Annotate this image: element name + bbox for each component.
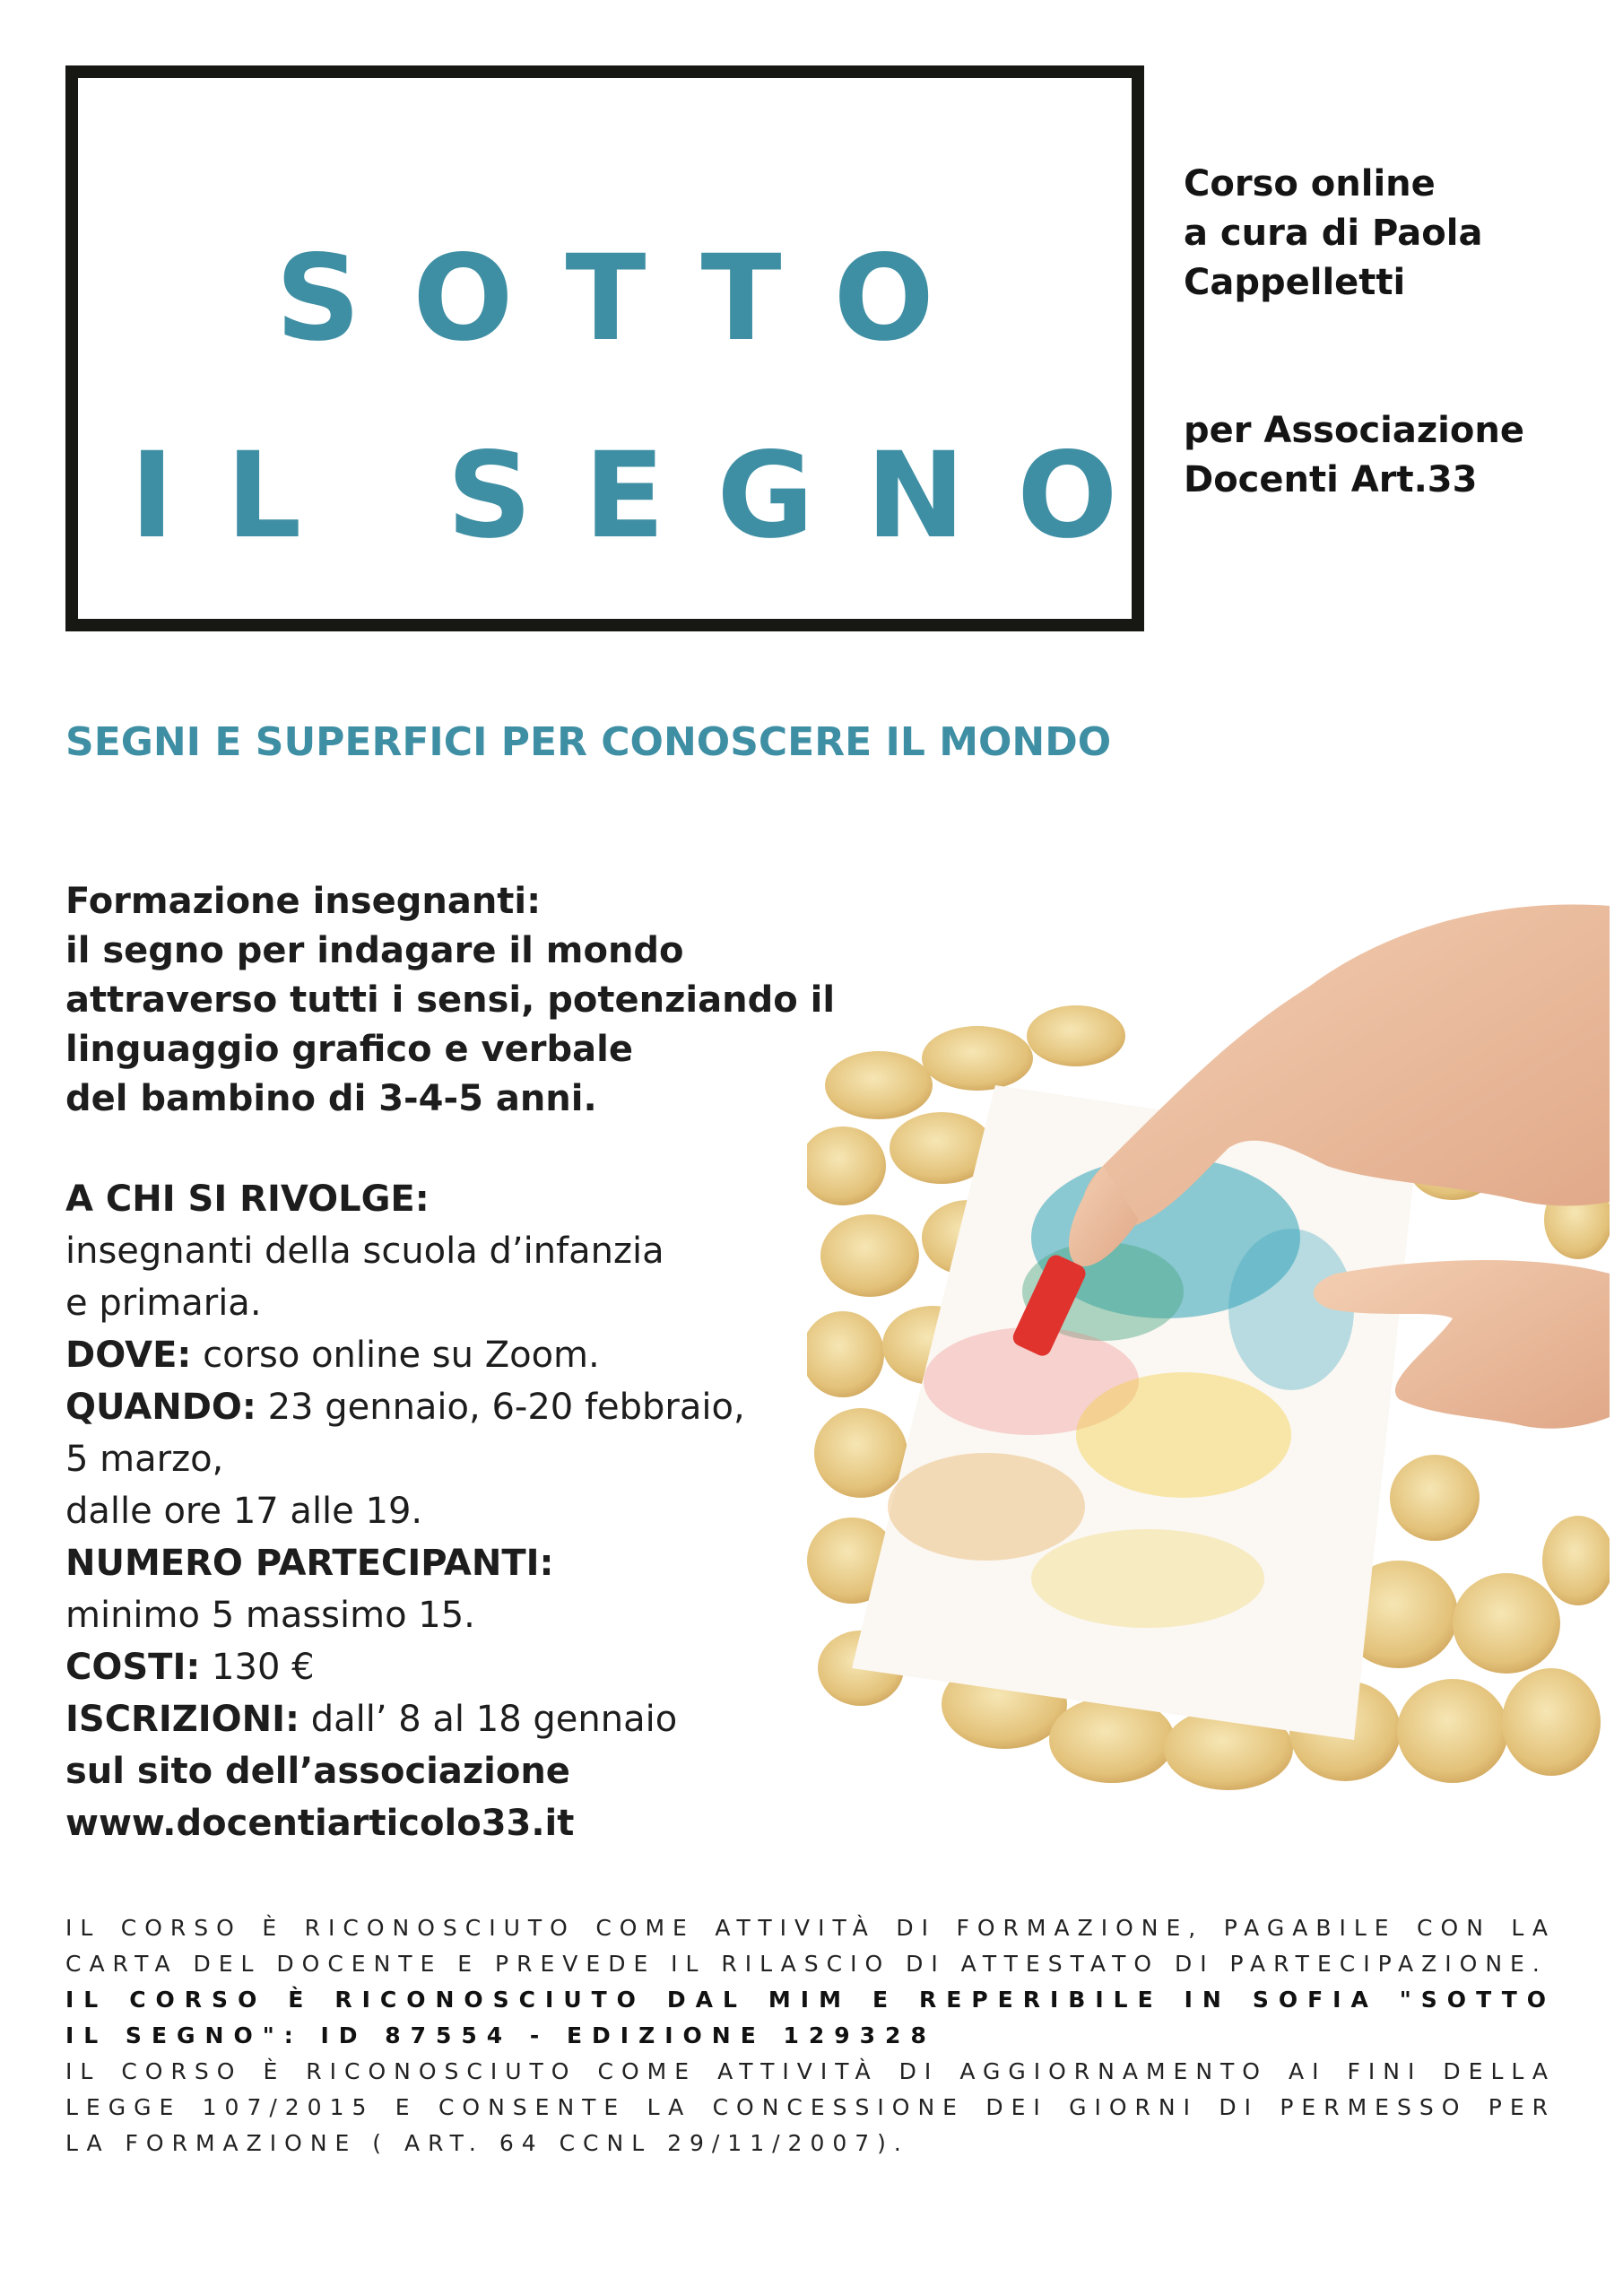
site-line: sul sito dell’associazione (65, 1751, 570, 1792)
when-label: QUANDO: (65, 1387, 256, 1428)
costs-label: COSTI: (65, 1647, 201, 1688)
course-info (1184, 160, 1596, 505)
intro-line-5: del bambino di 3-4-5 anni. (65, 1078, 597, 1119)
where-label: DOVE: (65, 1335, 192, 1376)
signup-label: ISCRIZIONI: (65, 1699, 299, 1740)
where-value: corso online su Zoom. (191, 1335, 600, 1376)
title-frame (65, 65, 1170, 631)
intro-line-4: linguaggio grafico e verbale (65, 1029, 633, 1070)
course-details (65, 1173, 872, 1849)
signup-value: dall’ 8 al 18 gennaio (299, 1699, 678, 1740)
participants-label: NUMERO PARTECIPANTI: (65, 1543, 554, 1584)
when-value-2: 5 marzo, (65, 1439, 224, 1480)
course-line-3: Cappelletti (1184, 262, 1406, 303)
assoc-line-2: Docenti Art.33 (1184, 459, 1478, 500)
participants-value: minimo 5 massimo 15. (65, 1595, 475, 1636)
site-url-link[interactable]: www.docentiarticolo33.it (65, 1803, 575, 1844)
hands-painting-photo (807, 879, 1610, 1798)
footer-para-1: IL CORSO È RICONOSCIUTO COME ATTIVITÀ DI FORMAZIONE, PAGABILE CON LA CARTA DEL DOCENTE E PREVEDE IL RILASCIO DI ATTESTATO DI PARTECIPAZIONE. (65, 1915, 1556, 1977)
intro-line-3: attraverso tutti i sensi, potenziando il (65, 979, 836, 1021)
costs-value: 130 € (200, 1647, 315, 1688)
intro-line-2: il segno per indagare il mondo (65, 930, 684, 971)
course-line-1: Corso online (1184, 163, 1436, 204)
title-line-1: SOTTO (275, 230, 986, 368)
assoc-line-1: per Associazione (1184, 410, 1524, 451)
target-label: A CHI SI RIVOLGE: (65, 1178, 430, 1220)
footer-notes (65, 1910, 1556, 2161)
when-value-1: 23 gennaio, 6-20 febbraio, (256, 1387, 745, 1428)
target-line-2: e primaria. (65, 1283, 262, 1324)
when-value-3: dalle ore 17 alle 19. (65, 1491, 423, 1532)
course-line-2: a cura di Paola (1184, 213, 1483, 254)
footer-para-2: IL CORSO È RICONOSCIUTO DAL MIM E REPERIBILE IN SOFIA "SOTTO IL SEGNO": ID 87554 - EDIZIONE 129328 (65, 1987, 1556, 2048)
intro-line-1: Formazione insegnanti: (65, 881, 542, 922)
target-line-1: insegnanti della scuola d’infanzia (65, 1231, 664, 1272)
footer-para-3: IL CORSO È RICONOSCIUTO COME ATTIVITÀ DI AGGIORNAMENTO AI FINI DELLA LEGGE 107/2015 E CONSENTE LA CONCESSIONE DEI GIORNI DI PERMESSO PER LA FORMAZIONE ( ART. 64 CCNL 29/11/2007). (65, 2058, 1556, 2156)
intro-text (65, 877, 872, 1124)
subtitle: SEGNI E SUPERFICI PER CONOSCERE IL MONDO (65, 719, 1112, 765)
title-line-2: IL SEGNO (130, 427, 1170, 565)
